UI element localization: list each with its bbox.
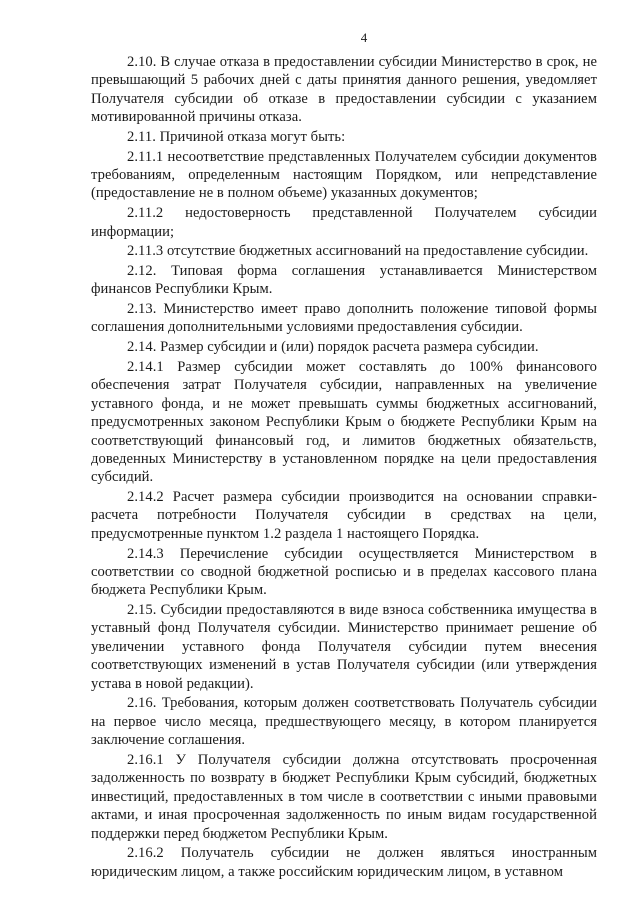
paragraph-2-14-2: 2.14.2 Расчет размера субсидии производится на основании справки-расчета потребности Получателя субсидии в средствах на цели, предусмотренные пунктом 1.2 раздела 1 настоящего Порядка.: [91, 489, 597, 542]
paragraph-2-16-1: 2.16.1 У Получателя субсидии должна отсутствовать просроченная задолженность по возврату в бюджет Республики Крым субсидий, бюджетных инвестиций, предоставленных в том числе в соответствии с иными правовыми актами, и иная просроченная задолженность по иным видам государственной поддержки перед бюджетом Республики Крым.: [91, 751, 597, 842]
page-number: 4: [360, 30, 368, 45]
paragraph-2-11-2: 2.11.2 недостоверность представленной Получателем субсидии информации;: [91, 205, 597, 240]
paragraph-2-13: 2.13. Министерство имеет право дополнить положение типовой формы соглашения дополнительными условиями предоставления субсидии.: [91, 301, 597, 336]
paragraph-2-11-1: 2.11.1 несоответствие представленных Получателем субсидии документов требованиям, определенным настоящим Порядком, или непредставление (предоставление не в полном объеме) указанных документов;: [91, 148, 597, 202]
paragraph-2-14-3: 2.14.3 Перечисление субсидии осуществляется Министерством в соответствии со сводной бюджетной росписью и в пределах кассового плана бюджета Республики Крым.: [91, 545, 597, 599]
paragraph-2-10: 2.10. В случае отказа в предоставлении субсидии Министерство в срок, не превышающий 5 рабочих дней с даты принятия данного решения, уведомляет Получателя субсидии об отказе в предоставлении субсидии с указанием мотивированной причины отказа.: [91, 54, 597, 126]
paragraph-2-11-3: 2.11.3 отсутствие бюджетных ассигнований на предоставление субсидии.: [127, 243, 589, 260]
paragraph-2-15: 2.15. Субсидии предоставляются в виде взноса собственника имущества в уставный фонд Получателя субсидии. Министерство принимает решение об увеличении уставного фонда Получателя субсидии путем внесения соответствующих изменений в устав Получателя субсидии (или утверждения устава в новой редакции).: [91, 602, 597, 692]
paragraph-2-11: 2.11. Причиной отказа могут быть:: [127, 128, 346, 145]
document-body: [91, 53, 597, 881]
paragraph-2-14: 2.14. Размер субсидии и (или) порядок расчета размера субсидии.: [127, 339, 539, 356]
paragraph-2-16-2: 2.16.2 Получатель субсидии не должен являться иностранным юридическим лицом, а также российским юридическим лицом, в уставном: [91, 845, 597, 880]
paragraph-2-12: 2.12. Типовая форма соглашения устанавливается Министерством финансов Республики Крым.: [91, 262, 597, 298]
paragraph-2-16: 2.16. Требования, которым должен соответствовать Получатель субсидии на первое число месяца, предшествующего месяцу, в котором планируется заключение соглашения.: [91, 695, 597, 749]
paragraph-2-14-1: 2.14.1 Размер субсидии может составлять до 100% финансового обеспечения затрат Получателя субсидии, направленных на увеличение уставного фонда, и не может превышать суммы бюджетных ассигнований, предусмотренных законом Республики Крым о бюджете Республики Крым на соответствующий финансовый год, и лимитов бюджетных обязательств, доведенных Министерству в установленном порядке на цели предоставления субсидий.: [91, 358, 597, 486]
